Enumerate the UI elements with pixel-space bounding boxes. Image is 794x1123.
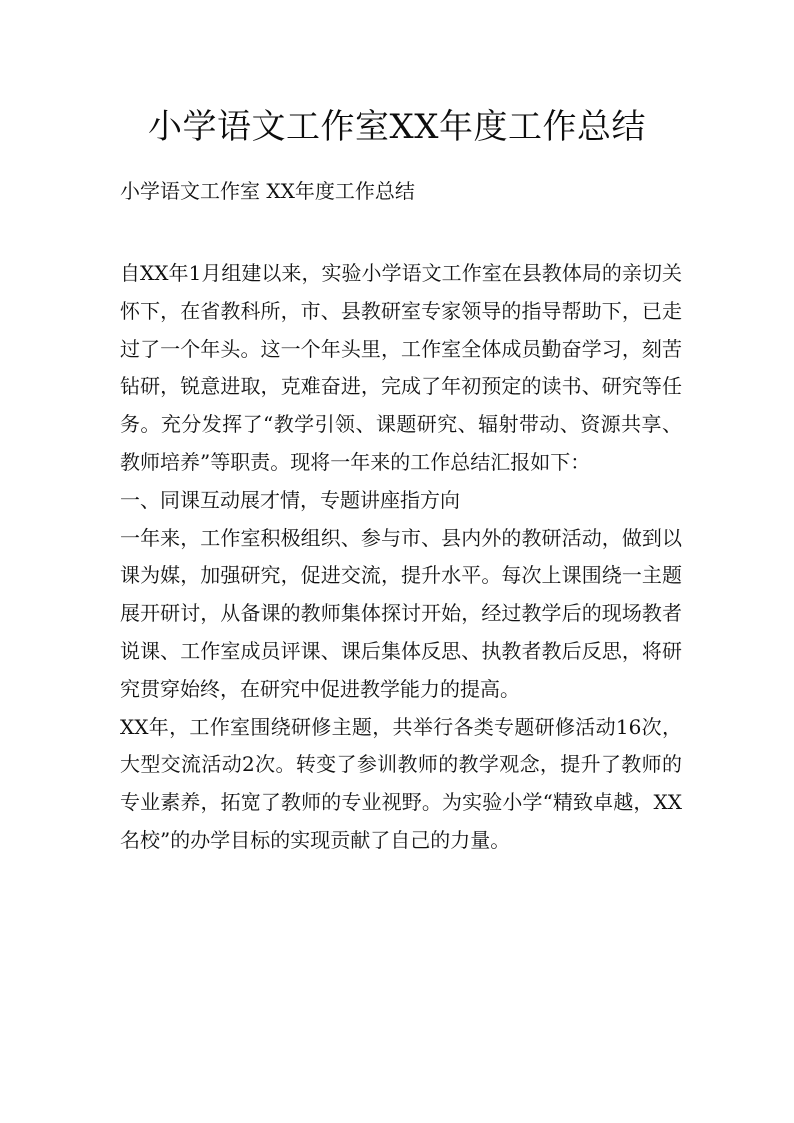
section-heading-1: 一、同课互动展才情，专题讲座指方向 [120, 487, 460, 512]
paragraph-activities: 一年来，工作室积极组织、参与市、县内外的教研活动，做到以课为媒，加强研究，促进交流，提升水平。每次上课围绕一主题展开研讨，从备课的教师集体探讨开始，经过教学后的现场教者说课、工作室成员评课、课后集体反思、执教者教后反思，将研究贯穿始终，在研究中促进教学能力的提高。 [120, 525, 682, 701]
paragraph-intro: 自XX年1月组建以来，实验小学语文工作室在县教体局的亲切关怀下，在省教科所，市、县教研室专家领导的指导帮助下，已走过了一个年头。这一个年头里，工作室全体成员勤奋学习，刻苦钻研，锐意进取，克难奋进，完成了年初预定的读书、研究等任务。充分发挥了“教学引领、课题研究、辐射带动、资源共享、教师培养”等职责。现将一年来的工作总结汇报如下： [120, 261, 682, 474]
paragraph-results: XX年，工作室围绕研修主题，共举行各类专题研修活动16次，大型交流活动2次。转变了参训教师的教学观念，提升了教师的专业素养，拓宽了教师的专业视野。为实验小学“精致卓越，XX名校”的办学目标的实现贡献了自己的力量。 [120, 714, 682, 852]
document-subtitle: 小学语文工作室 XX年度工作总结 [120, 179, 415, 203]
document-title: 小学语文工作室XX年度工作总结 [148, 107, 646, 147]
document-body [120, 255, 682, 860]
